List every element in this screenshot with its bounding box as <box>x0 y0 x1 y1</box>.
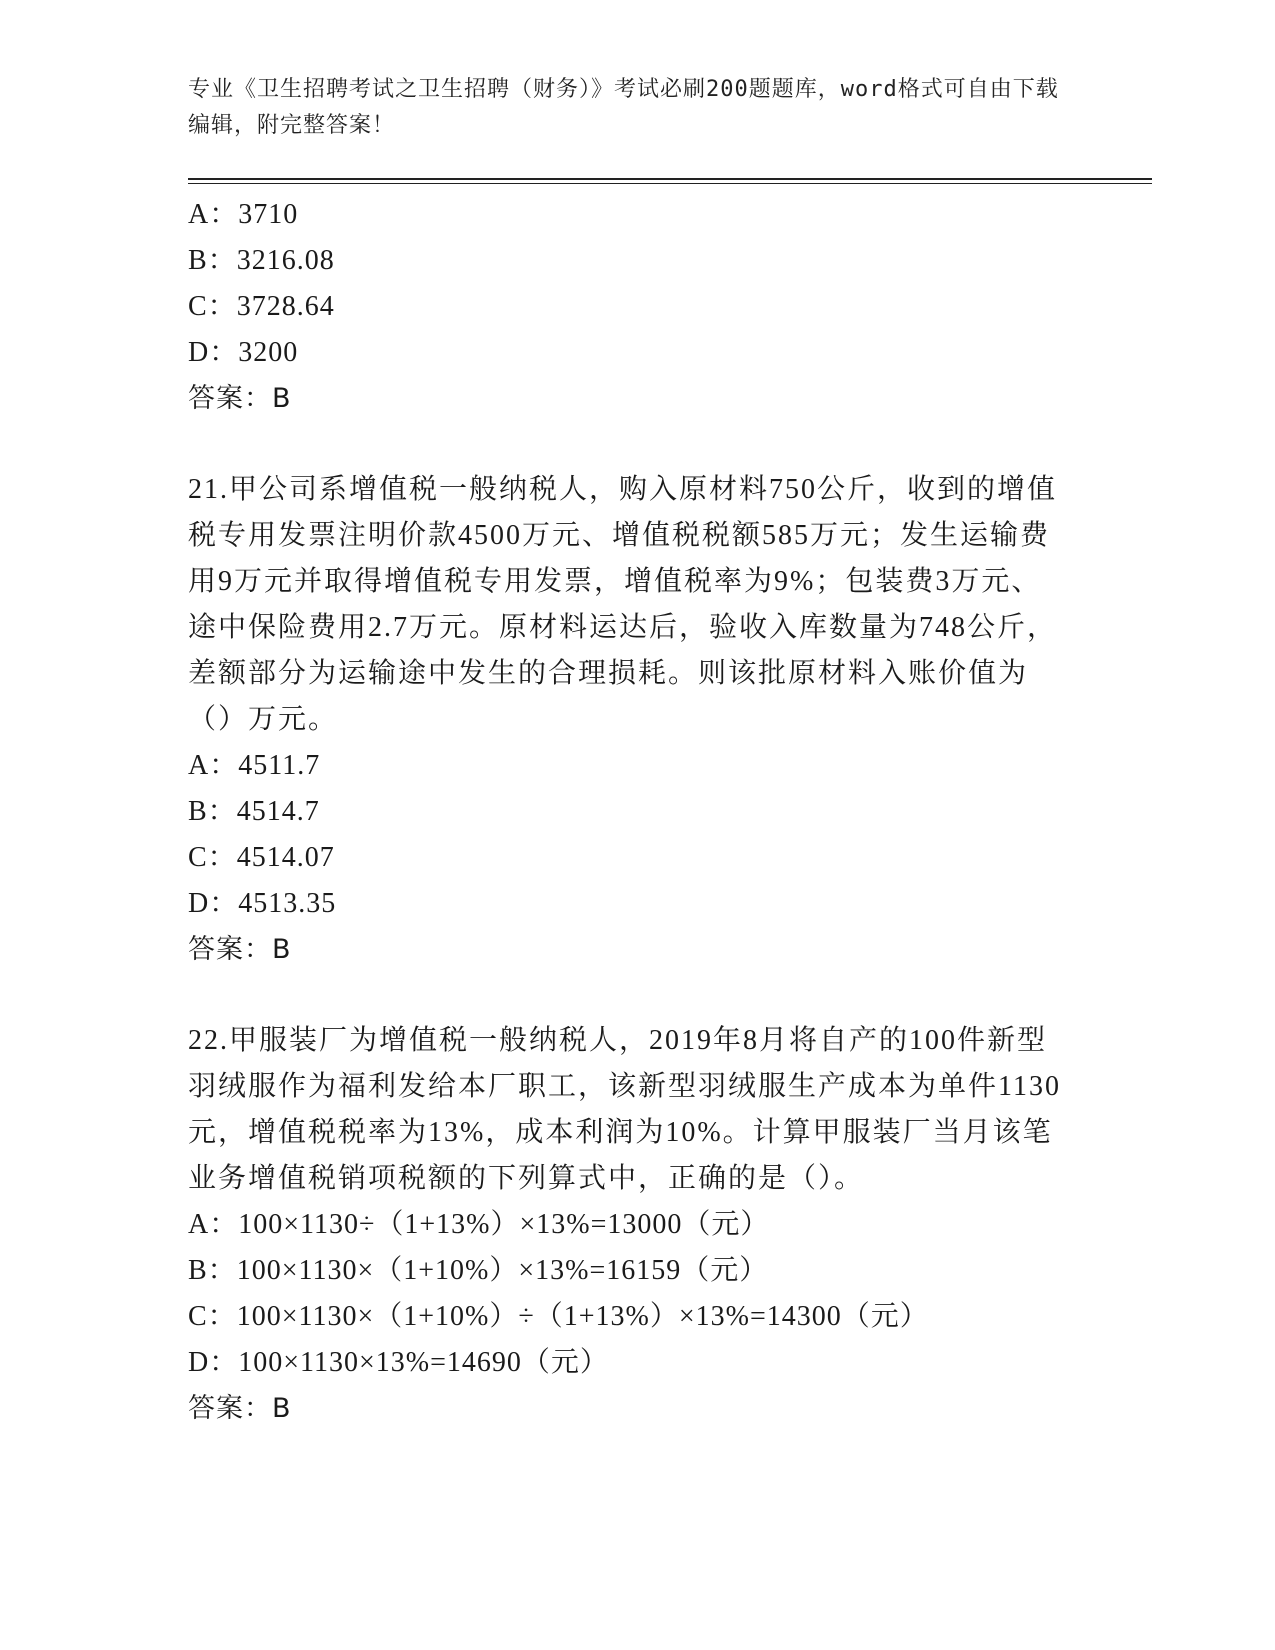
option-d <box>188 330 1088 376</box>
option-text: 3216.08 <box>236 245 335 276</box>
question-stem: 21.甲公司系增值税一般纳税人，购入原材料750公斤，收到的增值税专用发票注明价款4500万元、增值税税额585万元；发生运输费用9万元并取得增值税专用发票，增值税率为9%；包装费3万元、途中保险费用2.7万元。原材料运达后，验收入库数量为748公斤，差额部分为运输途中发生的合理损耗。则该批原材料入账价值为（）万元。 <box>188 474 1058 735</box>
option-label: B： <box>188 1255 237 1286</box>
header-divider-thick <box>188 178 1152 180</box>
option-label: D： <box>188 337 239 368</box>
option-text: 4514.07 <box>236 842 335 873</box>
option-text: 4513.35 <box>238 888 337 919</box>
answer-line: 答案：B <box>188 1393 292 1424</box>
option-b <box>188 1248 1088 1294</box>
option-label: B： <box>188 245 237 276</box>
option-a <box>188 192 1088 238</box>
option-text: 100×1130÷（1+13%）×13%=13000（元） <box>238 1209 770 1240</box>
option-a <box>188 743 1088 789</box>
option-c <box>188 284 1088 330</box>
option-label: A： <box>188 199 239 230</box>
answer-line: 答案：B <box>188 383 292 414</box>
option-label: A： <box>188 1209 239 1240</box>
option-d <box>188 881 1088 927</box>
option-c <box>188 835 1088 881</box>
option-label: A： <box>188 750 239 781</box>
option-text: 100×1130×（1+10%）÷（1+13%）×13%=14300（元） <box>236 1301 929 1332</box>
option-label: C： <box>188 842 237 873</box>
option-text: 4514.7 <box>236 796 320 827</box>
question-21 <box>188 467 1088 973</box>
option-label: B： <box>188 796 237 827</box>
option-b <box>188 238 1088 284</box>
option-b <box>188 789 1088 835</box>
question-stem: 22.甲服装厂为增值税一般纳税人，2019年8月将自产的100件新型羽绒服作为福利发给本厂职工，该新型羽绒服生产成本为单件1130元，增值税税率为13%，成本利润为10%。计算甲服装厂当月该笔业务增值税销项税额的下列算式中，正确的是（）。 <box>188 1025 1061 1194</box>
option-text: 100×1130×（1+10%）×13%=16159（元） <box>236 1255 769 1286</box>
option-text: 3728.64 <box>236 291 335 322</box>
document-header <box>188 72 1068 144</box>
option-text: 100×1130×13%=14690（元） <box>238 1347 609 1378</box>
option-label: C： <box>188 1301 237 1332</box>
question-22 <box>188 1018 1088 1432</box>
option-d <box>188 1340 1088 1386</box>
option-text: 4511.7 <box>238 750 321 781</box>
header-title: 专业《卫生招聘考试之卫生招聘（财务）》考试必刷200题题库，word格式可自由下载编辑，附完整答案！ <box>188 77 1059 138</box>
header-divider-thin <box>188 183 1152 184</box>
option-label: D： <box>188 888 239 919</box>
option-text: 3710 <box>238 199 299 230</box>
document-body <box>188 192 1088 1432</box>
option-text: 3200 <box>238 337 299 368</box>
answer-line: 答案：B <box>188 934 292 965</box>
question-20-options <box>188 192 1088 422</box>
option-label: D： <box>188 1347 239 1378</box>
option-a <box>188 1202 1088 1248</box>
option-label: C： <box>188 291 237 322</box>
option-c <box>188 1294 1088 1340</box>
